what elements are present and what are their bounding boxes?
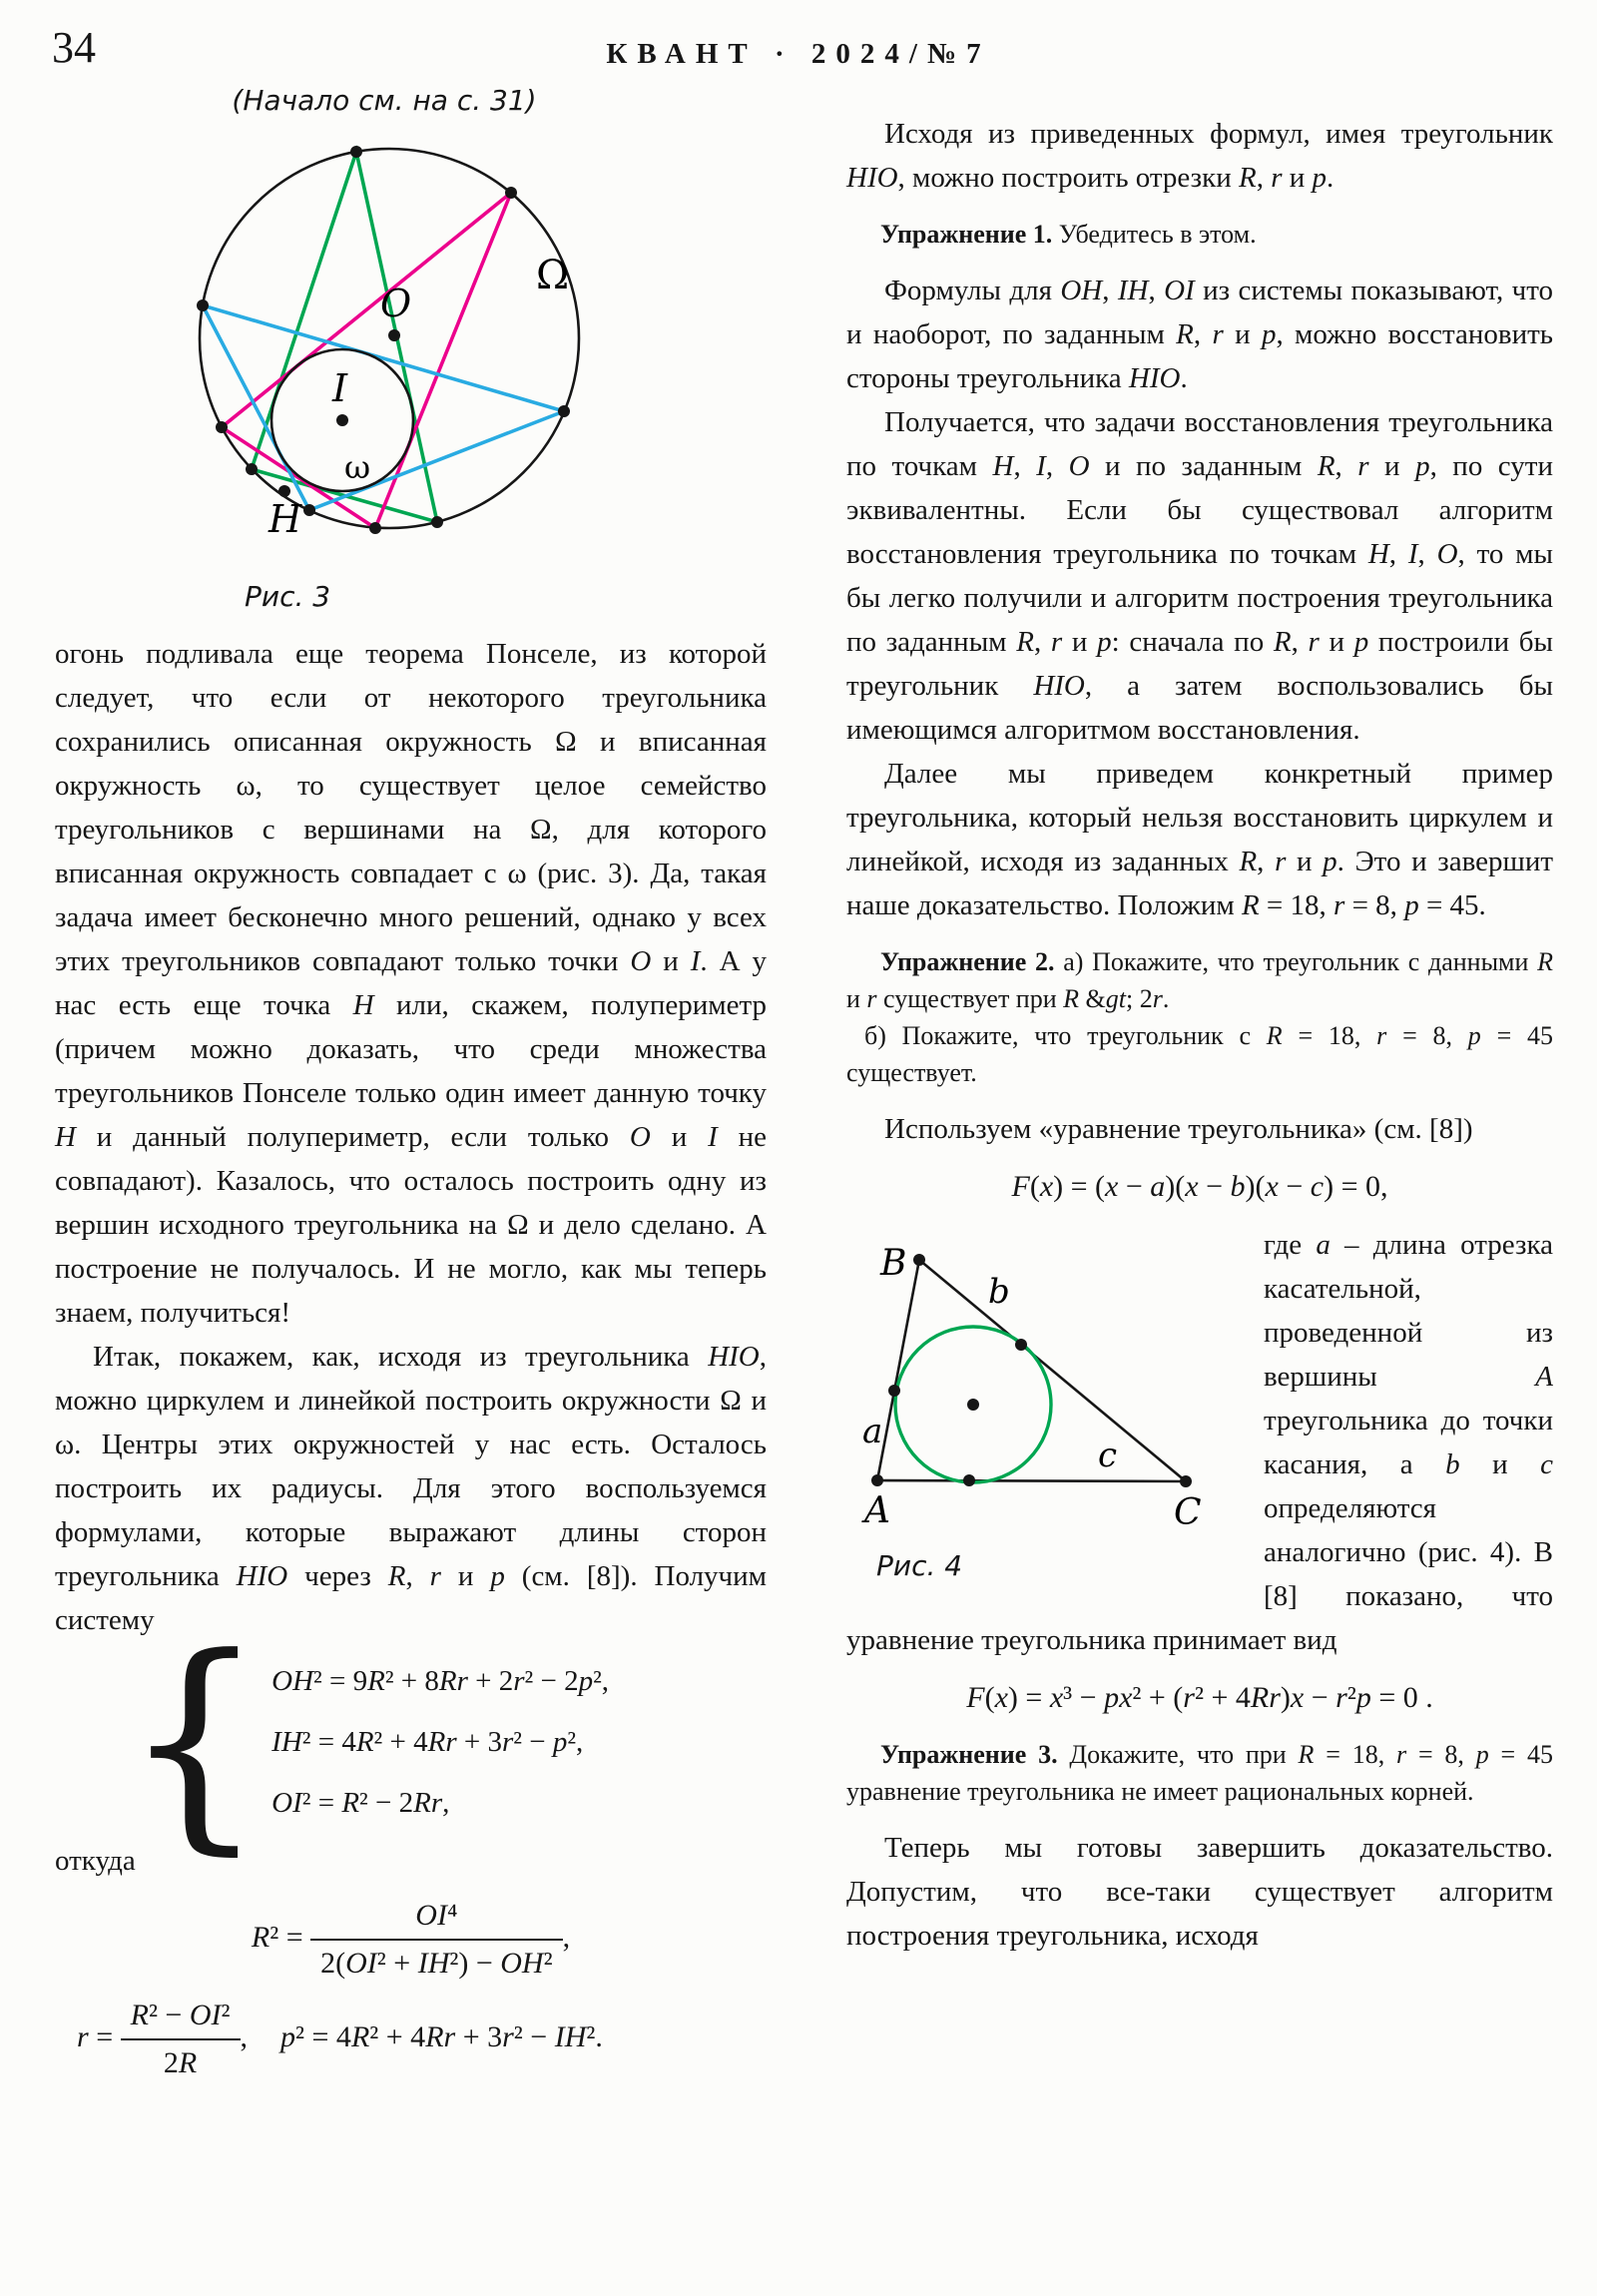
fig3-label-O: O <box>380 282 412 325</box>
exercise-label: Упражнение 1. <box>880 220 1053 249</box>
journal-title: КВАНТ <box>606 38 758 70</box>
paragraph: Теперь мы готовы завершить доказательство. Допустим, что все-таки существует алгоритм построения треугольника, исходя <box>846 1832 1553 1952</box>
equation-triangle: F(x) = (x − a)(x − b)(x − c) = 0, <box>1011 1170 1388 1203</box>
equation-system <box>123 1608 767 1876</box>
fig3-poncelet-diagram <box>145 124 624 563</box>
formula-r-p: r = $\frac{\text{R² − OI²}}{2R}$ , p² = 4R² + 4Rr + 3r² − IH². <box>55 1997 767 2082</box>
paragraph: Используем «уравнение треугольника» (см. [8]) <box>884 1113 1473 1145</box>
paragraph: Формулы для OH, IH, OI из системы показывают, что и наоборот, по заданным R, r и p, можно восстановить стороны треугольника HIO. <box>846 275 1554 394</box>
fig4-caption: Рис. 4 <box>876 1549 963 1582</box>
fig4-triangle <box>877 1260 1186 1481</box>
fig3-label-H: H <box>268 497 302 541</box>
right-column <box>846 84 1553 1958</box>
journal-issue: 2024/№7 <box>810 38 991 70</box>
paragraph: Получается, что задачи восстановления треугольника по точкам H, I, O и по заданным R, r и p, по сути эквивалентны. Если бы существовал алгоритм восстановления треугольника по точкам H, I, O, то мы бы легко получили и алгоритм построения треугольника по заданным R, r и p: сначала по R, r и p построили бы треугольник HIO, а затем воспользовались бы имеющимся алгоритмом восстановления. <box>846 406 1554 746</box>
fig3-label-I: I <box>332 366 348 410</box>
system-brace: { <box>123 1608 266 1876</box>
fig3-point-O <box>388 329 400 341</box>
system-line-3: OI² = R² − 2Rr, <box>271 1787 450 1819</box>
paragraph: откуда <box>55 1845 136 1877</box>
formula-R: R² = $\frac{\text{OI⁴}}{\text{2(OI² + IH²) − OH²}}$ , <box>55 1897 767 1983</box>
paragraph: где a – длина отрезка касательной, проведенной из вершины A треугольника до точки касания, а b и c определяются аналогично (рис. 4). В [8] показано, что уравнение треугольника принимает вид <box>846 1229 1553 1656</box>
equation-cubic: F(x) = x³ − px² + (r² + 4Rr)x − r²p = 0 . <box>966 1681 1433 1714</box>
fig4-label-b: b <box>988 1272 1010 1312</box>
fig4-dots <box>871 1254 1192 1487</box>
exercise-2b: б) Покажите, что треугольник с R = 18, r = 8, p = 45 существует. <box>846 1021 1554 1087</box>
fig3-point-H <box>278 485 290 497</box>
fig3-label-omega-small: ω <box>344 448 371 486</box>
exercise-1: Упражнение 1. Убедитесь в этом. <box>880 220 1257 249</box>
left-column <box>55 84 767 2096</box>
figure-4 <box>846 1233 1242 1583</box>
fig3-vertex-dots <box>197 146 570 534</box>
exercise-label: Упражнение 3. <box>880 1740 1058 1769</box>
fig4-label-a: a <box>862 1412 883 1451</box>
exercise-2: Упражнение 2. а) Покажите, что треугольник с данными R и r существует при R &gt; 2r. б) Покажите, что треугольник с R = 18, r = 8, p = 45 существует. <box>846 943 1553 1091</box>
fig4-label-C: C <box>1174 1492 1202 1533</box>
fig4-label-A: A <box>864 1490 890 1531</box>
paragraph: Итак, покажем, как, исходя из треугольника HIO, можно циркулем и линейкой построить окружности Ω и ω. Центры этих окружностей у нас есть. Осталось построить их радиусы. Для этого воспользуемся формулами, которые выражают длины сторон треугольника HIO через R, r и p (см. [8]). Получим систему <box>55 1341 767 1636</box>
exercise-3: Упражнение 3. Докажите, что при R = 18, r = 8, p = 45 уравнение треугольника не имеет рациональных корней. <box>846 1740 1554 1806</box>
fig4-incircle-diagram <box>846 1233 1242 1534</box>
journal-header <box>0 38 1597 71</box>
fig4-label-c: c <box>1098 1435 1118 1475</box>
figure-3 <box>145 124 624 576</box>
paragraph: огонь подливала еще теорема Понселе, из которой следует, что если от некоторого треугольника сохранились описанная окружность Ω и вписанная окружность ω, то существует целое семейство треугольников с вершинами на Ω, для которого вписанная окружность совпадает с ω (рис. 3). Да, такая задача имеет бесконечно много решений, однако у всех этих треугольников совпадают только точки O и I. А у нас есть еще точка H или, скажем, полупериметр (причем можно доказать, что среди множества треугольников Понселе только один имеет данную точку H и данный полупериметр, если только O и I не совпадают). Казалось, что осталось построить одну из вершин исходного треугольника на Ω и дело сделано. А построение не получалось. И не могло, как мы теперь знаем, получиться! <box>55 638 767 1329</box>
system-line-1: OH² = 9R² + 8Rr + 2r² − 2p², <box>271 1665 610 1697</box>
page-number: 34 <box>52 23 96 72</box>
fig3-label-omega-big: Ω <box>536 253 570 298</box>
paragraph: Исходя из приведенных формул, имея треугольник HIO, можно построить отрезки R, r и p. <box>846 118 1553 194</box>
fig3-point-I <box>336 414 348 426</box>
fig3-caption: Рис. 3 <box>245 580 331 613</box>
fig3-pre-caption: (Начало см. на с. 31) <box>232 84 537 117</box>
paragraph: Далее мы приведем конкретный пример треугольника, который нельзя восстановить циркулем и линейкой, исходя из заданных R, r и p. Это и завершит наше доказательство. Положим R = 18, r = 8, p = 45. <box>846 758 1554 921</box>
journal-separator: · <box>775 38 795 70</box>
exercise-label: Упражнение 2. <box>880 947 1055 976</box>
system-line-2: IH² = 4R² + 4Rr + 3r² − p², <box>271 1726 584 1758</box>
fig4-label-B: B <box>880 1243 907 1284</box>
